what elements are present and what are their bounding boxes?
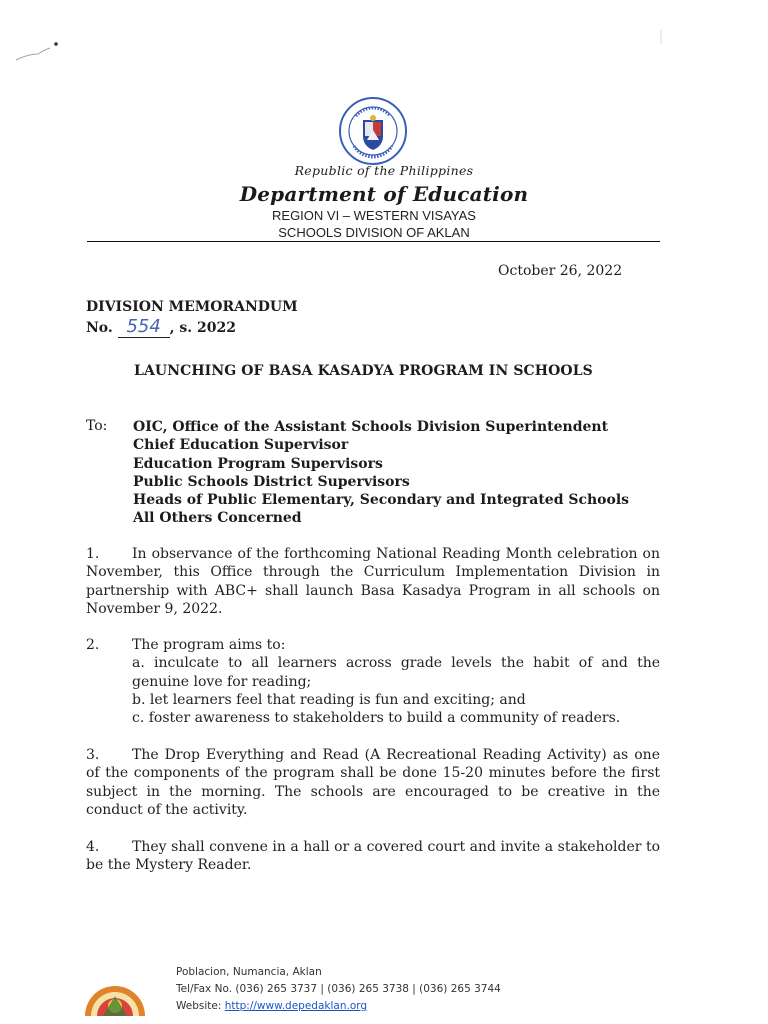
footer-telfax: Tel/Fax No. (036) 265 3737 | (036) 265 3738 | (036) 265 3744 <box>176 983 501 995</box>
website-link[interactable]: http://www.depedaklan.org <box>224 1000 368 1012</box>
division-logo-icon <box>83 966 147 1016</box>
recipient-item: OIC, Office of the Assistant Schools Division Superintendent <box>133 419 609 435</box>
recipient-item: Public Schools District Supervisors <box>133 473 410 490</box>
recipient-item: Education Program Supervisors <box>133 455 383 472</box>
scan-mark <box>14 40 64 64</box>
footer-address: Poblacion, Numancia, Aklan <box>176 966 322 978</box>
paragraph-number: 2. <box>86 637 100 653</box>
scan-artifact <box>660 30 662 44</box>
memo-number: 554 <box>118 317 170 338</box>
recipients-list <box>133 418 629 528</box>
recipient-item: Heads of Public Elementary, Secondary and Integrated Schools <box>133 492 630 509</box>
republic-label: Republic of the Philippines <box>294 163 474 178</box>
footer-website <box>176 998 501 1015</box>
paragraph-number: 1. <box>86 546 100 562</box>
aim-item: c. foster awareness to stakeholders to build a community of readers. <box>132 710 621 727</box>
header-divider <box>87 241 660 242</box>
memo-title: DIVISION MEMORANDUM <box>86 299 298 315</box>
memo-series: , s. 2022 <box>169 320 236 336</box>
division-label: SCHOOLS DIVISION OF AKLAN <box>278 225 470 240</box>
recipients-label: To: <box>86 418 108 434</box>
paragraph-1 <box>86 545 660 618</box>
memo-number-prefix: No. <box>86 320 113 336</box>
recipient-item: All Others Concerned <box>133 510 302 527</box>
footer-contact <box>176 964 501 1015</box>
paragraph-3 <box>86 746 660 819</box>
aim-item: a. inculcate to all learners across grade levels the habit of and the genuine love for reading; <box>132 655 660 690</box>
memo-number-line <box>86 317 236 338</box>
region-label: REGION VI – WESTERN VISAYAS <box>272 208 476 223</box>
paragraph-4 <box>86 838 660 875</box>
paragraph-text: In observance of the forthcoming National Reading Month celebration on November, this Office through the Curriculum Implementation Division in partnership with ABC+ shall launch Basa Kasadya Program in all schools on November 9, 2022. <box>86 546 660 617</box>
paragraph-number: 3. <box>86 747 100 763</box>
recipient-item: Chief Education Supervisor <box>133 437 349 454</box>
memo-date: October 26, 2022 <box>498 263 623 279</box>
paragraph-number: 4. <box>86 839 100 855</box>
aim-item: b. let learners feel that reading is fun and exciting; and <box>132 691 526 708</box>
paragraph-intro: The program aims to: <box>132 637 286 653</box>
deped-seal-icon <box>334 96 412 166</box>
paragraph-text: The Drop Everything and Read (A Recreational Reading Activity) as one of the components of the program shall be done 15-20 minutes before the first subject in the morning. The schools are encouraged to be creative in the conduct of the activity. <box>86 747 660 818</box>
department-title: Department of Education <box>239 182 529 206</box>
footer-website-label: Website: <box>176 1000 222 1012</box>
paragraph-2 <box>86 636 660 727</box>
paragraph-text: They shall convene in a hall or a covered court and invite a stakeholder to be the Mystery Reader. <box>86 839 660 874</box>
memo-subject: LAUNCHING OF BASA KASADYA PROGRAM IN SCHOOLS <box>134 363 593 379</box>
